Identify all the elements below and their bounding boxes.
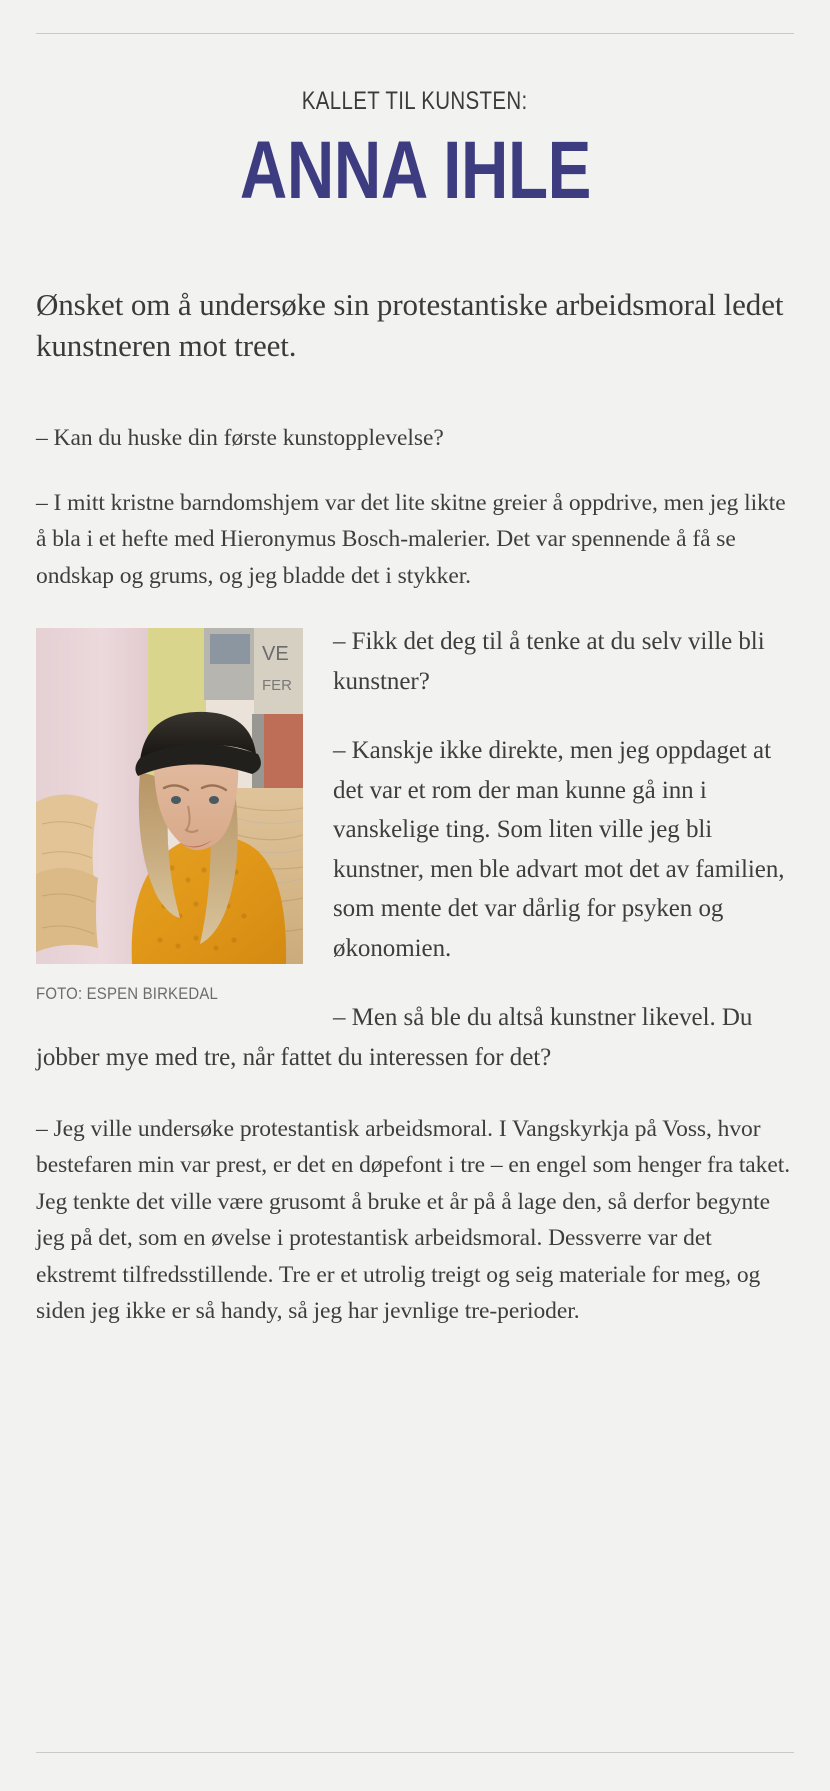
photo-figure bbox=[36, 628, 303, 1004]
article-body bbox=[36, 284, 794, 1330]
photo-caption: FOTO: ESPEN BIRKEDAL bbox=[36, 984, 218, 1004]
article-deck: Ønsket om å undersøke sin protestantiske arbeidsmoral ledet kunstneren mot treet. bbox=[36, 286, 784, 364]
paragraph-question-3: – Men så ble du altså kunstner likevel. Du jobber mye med tre, når fattet du interessen for det? bbox=[36, 1004, 753, 1071]
article-page bbox=[0, 33, 830, 1791]
kicker-container bbox=[0, 88, 830, 116]
svg-text:VE: VE bbox=[262, 643, 289, 666]
photo-text-flow bbox=[36, 622, 794, 1107]
paragraph-answer-3: – Jeg ville undersøke protestantisk arbeidsmoral. I Vangskyrkja på Voss, hvor bestefaren min var prest, er det en døpefont i tre – en engel som henger fra taket. Jeg tenkte det ville være grusomt å bruke et år på å lage den, så derfor begynte jeg på det, som en øvelse i protestantisk arbeidsmoral. Dessverre var det ekstremt tilfredsstillende. Tre er et utrolig treigt og seig materiale for meg, og siden jeg ikke er så handy, så jeg har jevnlige tre-perioder. bbox=[36, 1116, 791, 1325]
paragraph-answer-1: – I mitt kristne barndomshjem var det lite skitne greier å oppdrive, men jeg likte å bla i et hefte med Hieronymus Bosch-malerier. Det var spennende å få se ondskap og grums, og jeg bladde det i stykker. bbox=[36, 489, 786, 589]
article-kicker: KALLET TIL KUNSTEN: bbox=[302, 87, 528, 115]
paragraph-question-2: – Fikk det deg til å tenke at du selv ville bli kunstner? bbox=[333, 628, 765, 695]
top-divider bbox=[36, 33, 794, 34]
headline-container bbox=[0, 124, 830, 216]
article-headline: ANNA IHLE bbox=[239, 124, 591, 216]
portrait-photo bbox=[36, 628, 303, 964]
paragraph-question-1: – Kan du huske din første kunstopplevelse? bbox=[36, 425, 444, 452]
svg-text:FER: FER bbox=[262, 677, 292, 695]
paragraph-answer-2: – Kanskje ikke direkte, men jeg oppdaget at det var et rom der man kunne gå inn i vanskelige ting. Som liten ville jeg bli kunstner, men ble advart mot det av familien, som mente det var dårlig for psyken og økonomien. bbox=[333, 737, 785, 962]
bottom-divider bbox=[36, 1752, 794, 1753]
